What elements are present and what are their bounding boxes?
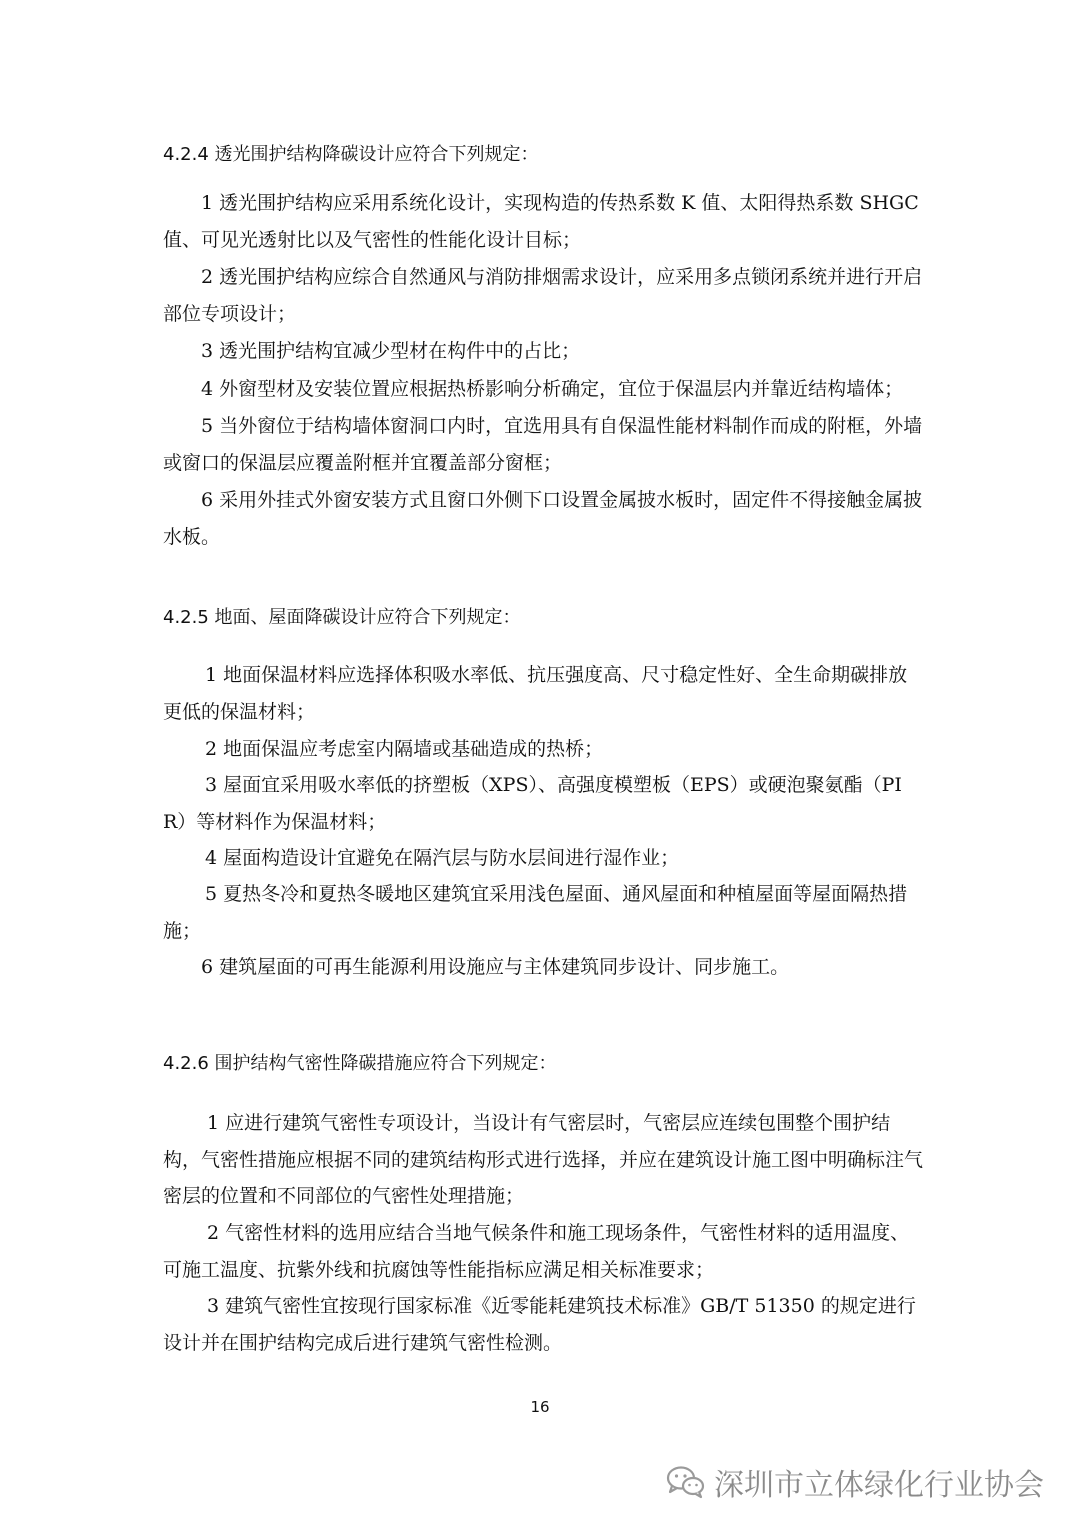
watermark — [666, 1460, 1044, 1504]
clause-4-2-4-6: 6 采用外挂式外窗安装方式且窗口外侧下口设置金属披水板时，固定件不得接触金属披水板。 — [163, 489, 923, 548]
page-number: 16 — [530, 1398, 550, 1416]
clause-4-2-6-1: 1 应进行建筑气密性专项设计，当设计有气密层时，气密层应连续包围整个围护结构，气密性措施应根据不同的建筑结构形式进行选择，并应在建筑设计施工图中明确标注气密层的位置和不同部位的气密性处理措施； — [163, 1112, 924, 1207]
wechat-icon — [666, 1465, 706, 1499]
clause-4-2-4-2: 2 透光围护结构应综合自然通风与消防排烟需求设计，应采用多点锁闭系统并进行开启部位专项设计； — [163, 266, 923, 325]
clause-4-2-5-3: 3 屋面宜采用吸水率低的挤塑板（XPS）、高强度模塑板（EPS）或硬泡聚氨酯（PIR）等材料作为保温材料； — [163, 774, 902, 833]
section-heading-4-2-5: 4.2.5 地面、屋面降碳设计应符合下列规定： — [163, 607, 521, 628]
clause-4-2-4-1: 1 透光围护结构应采用系统化设计，实现构造的传热系数 K 值、太阳得热系数 SHGC 值、可见光透射比以及气密性的性能化设计目标； — [163, 192, 919, 251]
clause-4-2-6-2: 2 气密性材料的选用应结合当地气候条件和施工现场条件，气密性材料的适用温度、可施工温度、抗紫外线和抗腐蚀等性能指标应满足相关标准要求； — [163, 1222, 910, 1281]
section-heading-4-2-6: 4.2.6 围护结构气密性降碳措施应符合下列规定： — [163, 1053, 557, 1074]
clause-4-2-6-3: 3 建筑气密性宜按现行国家标准《近零能耗建筑技术标准》GB/T 51350 的规定进行设计并在围护结构完成后进行建筑气密性检测。 — [163, 1295, 916, 1354]
clause-4-2-5-6: 6 建筑屋面的可再生能源利用设施应与主体建筑同步设计、同步施工。 — [201, 956, 790, 978]
clause-4-2-5-2: 2 地面保温应考虑室内隔墙或基础造成的热桥； — [205, 738, 604, 760]
watermark-text: 深圳市立体绿化行业协会 — [714, 1468, 1044, 1503]
clause-4-2-5-1: 1 地面保温材料应选择体积吸水率低、抗压强度高、尺寸稳定性好、全生命期碳排放更低的保温材料； — [163, 664, 908, 723]
clause-4-2-4-5: 5 当外窗位于结构墙体窗洞口内时，宜选用具有自保温性能材料制作而成的附框，外墙或窗口的保温层应覆盖附框并宜覆盖部分窗框； — [163, 415, 923, 474]
clause-4-2-5-4: 4 屋面构造设计宜避免在隔汽层与防水层间进行湿作业； — [205, 847, 680, 869]
section-heading-4-2-4: 4.2.4 透光围护结构降碳设计应符合下列规定： — [163, 144, 539, 165]
clause-4-2-4-3: 3 透光围护结构宜减少型材在构件中的占比； — [201, 340, 581, 362]
clause-4-2-4-4: 4 外窗型材及安装位置应根据热桥影响分析确定，宜位于保温层内并靠近结构墙体； — [201, 378, 904, 400]
clause-4-2-5-5: 5 夏热冬冷和夏热冬暖地区建筑宜采用浅色屋面、通风屋面和种植屋面等屋面隔热措施； — [163, 883, 908, 942]
